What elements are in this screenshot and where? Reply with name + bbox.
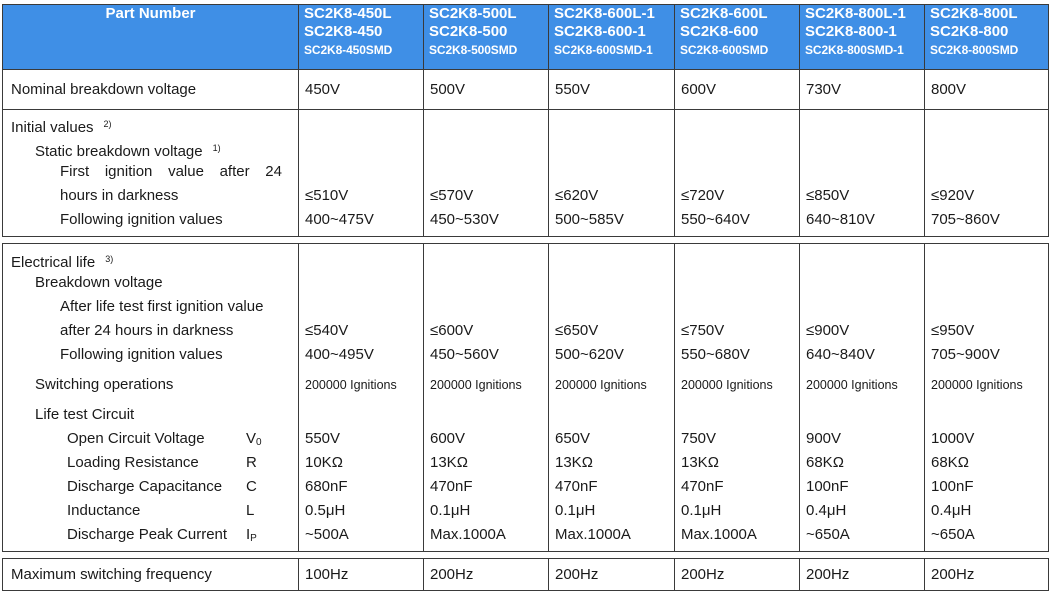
peak-label: Discharge Peak Current	[67, 526, 228, 543]
following-ignition-value: 450~530V	[430, 211, 499, 228]
peak-value: ~650A	[931, 526, 975, 543]
part-column-header	[299, 5, 424, 70]
peak-param	[3, 523, 298, 547]
following-ignition-label: Following ignition values	[60, 211, 223, 228]
part-number-l: SC2K8-800L-1	[805, 5, 906, 22]
switching-label: Switching operations	[35, 376, 174, 393]
ind-value: 0.4μH	[806, 502, 847, 519]
ind-value: 0.1μH	[430, 502, 471, 519]
footnote-ref: 1)	[212, 143, 221, 153]
first-ignition-value: ≤620V	[555, 187, 599, 204]
static-breakdown-title	[3, 136, 298, 160]
part-number-header: Part Number	[3, 5, 299, 70]
res-symbol: R	[246, 454, 257, 471]
nominal-value: 730V	[806, 80, 842, 98]
nominal-value: 550V	[555, 80, 591, 98]
first-ignition-value: ≤570V	[430, 187, 474, 204]
part-number-l: SC2K8-450L	[304, 5, 392, 22]
ocv-value: 550V	[305, 430, 341, 447]
life-following-value: 400~495V	[305, 346, 374, 363]
life-following-value: 705~900V	[931, 346, 1000, 363]
res-value: 68KΩ	[806, 454, 844, 471]
footnote-ref: 2)	[103, 119, 112, 129]
following-ignition-value: 550~640V	[681, 211, 750, 228]
ind-value: 0.5μH	[305, 502, 346, 519]
max-frequency-row	[3, 559, 1049, 591]
ocv-value: 750V	[681, 430, 717, 447]
ocv-symbol-sub: 0	[256, 437, 262, 448]
part-number: SC2K8-600	[680, 23, 759, 40]
peak-symbol	[246, 523, 257, 547]
ocv-value: 650V	[555, 430, 591, 447]
following-ignition-value: 640~810V	[806, 211, 875, 228]
switching-value: 200000 Ignitions	[681, 378, 773, 392]
initial-values-row	[3, 110, 1049, 237]
cap-value: 470nF	[681, 478, 724, 495]
following-ignition-value: 705~860V	[931, 211, 1000, 228]
first-ignition-value: ≤850V	[806, 187, 850, 204]
ind-value: 0.1μH	[681, 502, 722, 519]
ocv-value: 900V	[806, 430, 842, 447]
first-ignition-value: ≤720V	[681, 187, 725, 204]
part-number-smd: SC2K8-500SMD	[429, 43, 518, 57]
switching-value: 200000 Ignitions	[305, 378, 397, 392]
ocv-label: Open Circuit Voltage	[67, 430, 205, 447]
following-ignition-value: 400~475V	[305, 211, 374, 228]
peak-symbol-letter: I	[246, 526, 251, 543]
static-breakdown-label: Static breakdown voltage	[35, 143, 203, 160]
part-column-header	[549, 5, 675, 70]
spacer-row	[3, 237, 1049, 244]
ind-param	[3, 499, 298, 523]
ocv-value: 600V	[430, 430, 466, 447]
ocv-symbol-letter: V	[246, 430, 257, 447]
nominal-row	[3, 70, 1049, 110]
nominal-value: 800V	[931, 80, 967, 98]
first-ignition-word: First	[60, 163, 90, 180]
res-value: 13KΩ	[430, 454, 468, 471]
part-number-smd: SC2K8-800SMD	[930, 43, 1019, 57]
cap-value: 100nF	[806, 478, 849, 495]
max-frequency-value: 200Hz	[681, 565, 725, 583]
switching-value: 200000 Ignitions	[931, 378, 1023, 392]
switching-value: 200000 Ignitions	[806, 378, 898, 392]
part-column-header	[675, 5, 800, 70]
peak-value: ~650A	[806, 526, 850, 543]
res-value: 13KΩ	[681, 454, 719, 471]
electrical-life-row	[3, 244, 1049, 552]
ind-value: 0.4μH	[931, 502, 972, 519]
peak-value: Max.1000A	[555, 526, 631, 543]
res-value: 68KΩ	[931, 454, 969, 471]
part-number-smd: SC2K8-800SMD-1	[805, 43, 904, 57]
ocv-value: 1000V	[931, 430, 975, 447]
part-number: SC2K8-500	[429, 23, 508, 40]
cap-value: 100nF	[931, 478, 974, 495]
part-number-l: SC2K8-500L	[429, 5, 517, 22]
following-ignition-value: 500~585V	[555, 211, 624, 228]
res-value: 10KΩ	[305, 454, 343, 471]
max-frequency-value: 100Hz	[305, 565, 349, 583]
part-number-smd: SC2K8-600SMD-1	[554, 43, 653, 57]
res-label: Loading Resistance	[67, 454, 199, 471]
part-column-header	[424, 5, 549, 70]
part-number: SC2K8-800	[930, 23, 1009, 40]
peak-symbol-sub: P	[250, 533, 257, 544]
first-ignition-word: value	[168, 163, 204, 180]
header-row	[3, 5, 1049, 70]
first-ignition-line2: hours in darkness	[60, 187, 179, 204]
initial-values-label: Initial values	[11, 119, 94, 136]
life-first-value: ≤650V	[555, 322, 599, 339]
peak-value: Max.1000A	[681, 526, 757, 543]
nominal-value: 500V	[430, 80, 466, 98]
peak-value: Max.1000A	[430, 526, 506, 543]
life-following-value: 640~840V	[806, 346, 875, 363]
ind-value: 0.1μH	[555, 502, 596, 519]
electrical-life-title	[3, 247, 298, 271]
switching-value: 200000 Ignitions	[430, 378, 522, 392]
after-life-test-line2: after 24 hours in darkness	[60, 322, 234, 339]
part-number-l: SC2K8-600L-1	[554, 5, 655, 22]
cap-value: 470nF	[430, 478, 473, 495]
life-first-value: ≤540V	[305, 322, 349, 339]
first-ignition-value: ≤510V	[305, 187, 349, 204]
part-number: SC2K8-600-1	[554, 23, 646, 40]
life-following-value: 550~680V	[681, 346, 750, 363]
after-life-test-line1: After life test first ignition value	[60, 298, 264, 315]
life-breakdown-label: Breakdown voltage	[35, 274, 163, 291]
life-following-value: 450~560V	[430, 346, 499, 363]
initial-values-title	[3, 112, 298, 136]
peak-value: ~500A	[305, 526, 349, 543]
max-frequency-value: 200Hz	[555, 565, 599, 583]
res-value: 13KΩ	[555, 454, 593, 471]
first-ignition-value: ≤920V	[931, 187, 975, 204]
max-frequency-value: 200Hz	[931, 565, 975, 583]
max-frequency-value: 200Hz	[430, 565, 474, 583]
life-test-circuit-label: Life test Circuit	[35, 406, 135, 423]
life-following-label: Following ignition values	[60, 346, 223, 363]
nominal-value: 600V	[681, 80, 717, 98]
life-first-value: ≤600V	[430, 322, 474, 339]
ind-label: Inductance	[67, 502, 141, 519]
ocv-param	[3, 427, 298, 451]
first-ignition-word: ignition	[104, 163, 153, 180]
footnote-ref: 3)	[105, 254, 114, 264]
part-number: SC2K8-800-1	[805, 23, 897, 40]
part-column-header	[800, 5, 925, 70]
nominal-value: 450V	[305, 80, 341, 98]
res-param	[3, 451, 298, 475]
part-column-header	[925, 5, 1049, 70]
electrical-life-label: Electrical life	[11, 254, 96, 271]
cap-value: 680nF	[305, 478, 348, 495]
life-following-value: 500~620V	[555, 346, 624, 363]
part-number-l: SC2K8-800L	[930, 5, 1018, 22]
cap-param	[3, 475, 298, 499]
spec-table	[2, 4, 1049, 591]
cap-value: 470nF	[555, 478, 598, 495]
cap-symbol: C	[246, 478, 257, 495]
nominal-label: Nominal breakdown voltage	[11, 80, 197, 98]
spacer-row	[3, 552, 1049, 559]
part-number-smd: SC2K8-450SMD	[304, 43, 393, 57]
first-ignition-line1	[3, 160, 298, 184]
life-first-value: ≤750V	[681, 322, 725, 339]
first-ignition-word: 24	[265, 163, 282, 180]
max-frequency-value: 200Hz	[806, 565, 850, 583]
part-number-smd: SC2K8-600SMD	[680, 43, 769, 57]
ocv-symbol	[246, 427, 262, 451]
cap-label: Discharge Capacitance	[67, 478, 223, 495]
life-first-value: ≤900V	[806, 322, 850, 339]
life-first-value: ≤950V	[931, 322, 975, 339]
first-ignition-word: after	[219, 163, 250, 180]
max-frequency-label: Maximum switching frequency	[11, 565, 212, 583]
switching-value: 200000 Ignitions	[555, 378, 647, 392]
part-number: SC2K8-450	[304, 23, 383, 40]
ind-symbol: L	[246, 502, 255, 519]
part-number-l: SC2K8-600L	[680, 5, 768, 22]
